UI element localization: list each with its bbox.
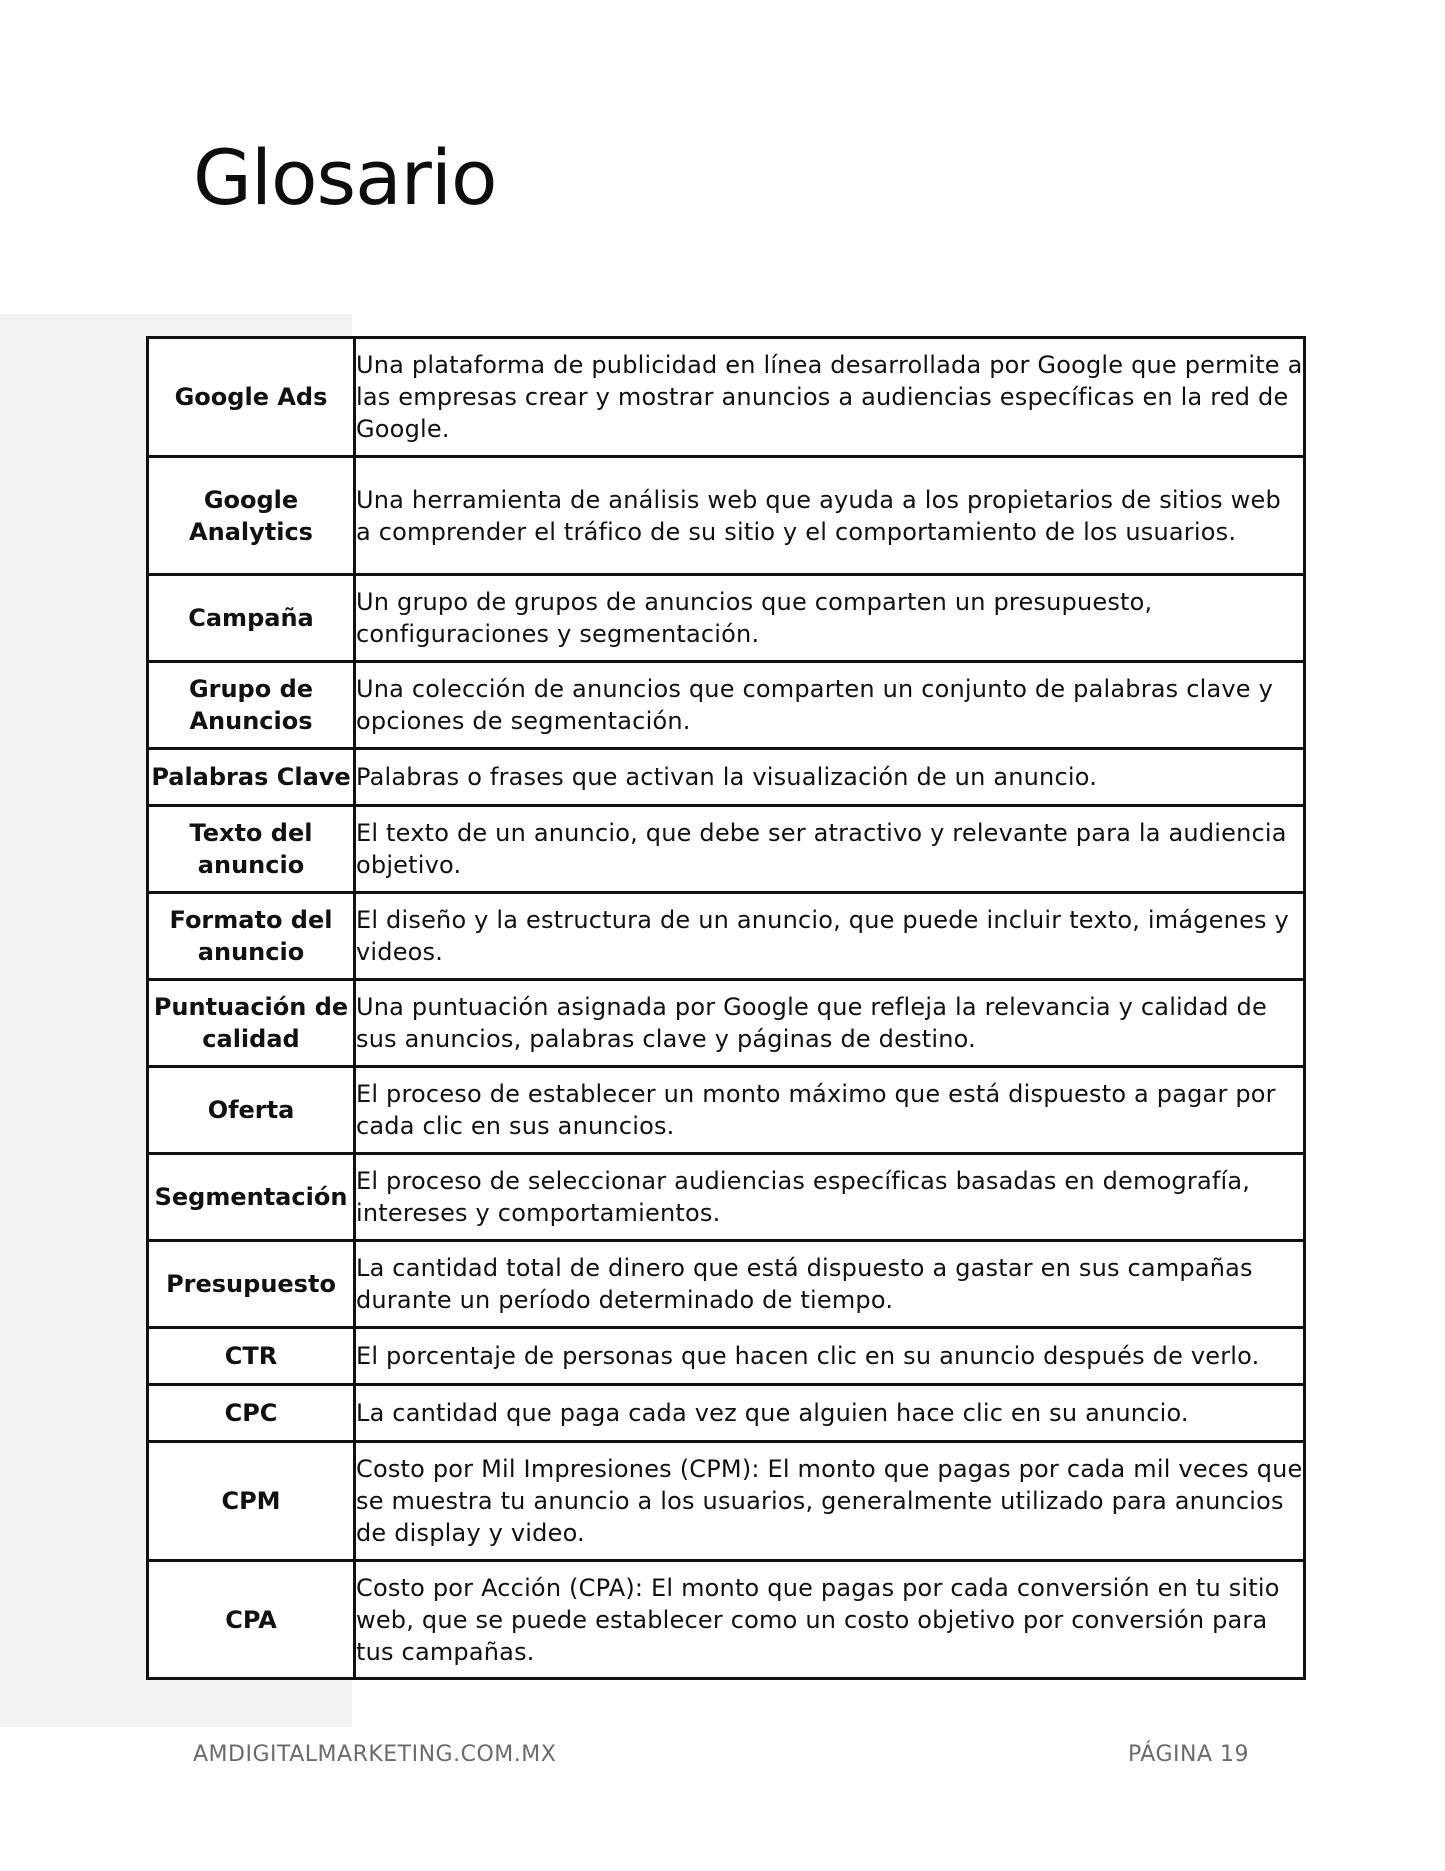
glossary-term: Oferta [148, 1067, 355, 1154]
table-row [148, 980, 1305, 1067]
glossary-definition: Un grupo de grupos de anuncios que comparten un presupuesto, configuraciones y segmentación. [355, 575, 1305, 662]
glossary-term: CPM [148, 1442, 355, 1561]
glossary-term: Campaña [148, 575, 355, 662]
footer-website: AMDIGITALMARKETING.COM.MX [193, 1742, 557, 1767]
table-row [148, 1154, 1305, 1241]
glossary-term: Formato del anuncio [148, 893, 355, 980]
glossary-definition: El porcentaje de personas que hacen clic en su anuncio después de verlo. [355, 1328, 1305, 1385]
glossary-definition: Una puntuación asignada por Google que refleja la relevancia y calidad de sus anuncios, palabras clave y páginas de destino. [355, 980, 1305, 1067]
table-row [148, 1241, 1305, 1328]
glossary-term: CPA [148, 1561, 355, 1679]
glossary-term: Google Analytics [148, 457, 355, 575]
glossary-term: Segmentación [148, 1154, 355, 1241]
table-row [148, 749, 1305, 806]
glossary-term: Texto del anuncio [148, 806, 355, 893]
glossary-definition: El diseño y la estructura de un anuncio, que puede incluir texto, imágenes y videos. [355, 893, 1305, 980]
glossary-definition: La cantidad total de dinero que está dispuesto a gastar en sus campañas durante un período determinado de tiempo. [355, 1241, 1305, 1328]
glossary-definition: Una colección de anuncios que comparten un conjunto de palabras clave y opciones de segmentación. [355, 662, 1305, 749]
glossary-definition: La cantidad que paga cada vez que alguien hace clic en su anuncio. [355, 1385, 1305, 1442]
table-row [148, 575, 1305, 662]
table-row [148, 1067, 1305, 1154]
table-row [148, 1561, 1305, 1679]
glossary-definition: El texto de un anuncio, que debe ser atractivo y relevante para la audiencia objetivo. [355, 806, 1305, 893]
table-row [148, 1328, 1305, 1385]
glossary-definition: Una herramienta de análisis web que ayuda a los propietarios de sitios web a comprender el tráfico de su sitio y el comportamiento de los usuarios. [355, 457, 1305, 575]
glossary-definition: Costo por Acción (CPA): El monto que pagas por cada conversión en tu sitio web, que se puede establecer como un costo objetivo por conversión para tus campañas. [355, 1561, 1305, 1679]
glossary-definition: El proceso de seleccionar audiencias específicas basadas en demografía, intereses y comportamientos. [355, 1154, 1305, 1241]
glossary-table [146, 336, 1306, 1680]
table-row [148, 1385, 1305, 1442]
glossary-term: Puntuación de calidad [148, 980, 355, 1067]
glossary-term: Google Ads [148, 338, 355, 457]
table-row [148, 338, 1305, 457]
table-row [148, 806, 1305, 893]
table-row [148, 662, 1305, 749]
glossary-definition: Costo por Mil Impresiones (CPM): El monto que pagas por cada mil veces que se muestra tu anuncio a los usuarios, generalmente utilizado para anuncios de display y video. [355, 1442, 1305, 1561]
table-row [148, 893, 1305, 980]
table-row [148, 1442, 1305, 1561]
glossary-term: CTR [148, 1328, 355, 1385]
page-title: Glosario [193, 133, 497, 222]
table-row [148, 457, 1305, 575]
glossary-term: Palabras Clave [148, 749, 355, 806]
glossary-term: Presupuesto [148, 1241, 355, 1328]
glossary-term: CPC [148, 1385, 355, 1442]
footer-page-number: PÁGINA 19 [1127, 1742, 1249, 1767]
glossary-definition: El proceso de establecer un monto máximo que está dispuesto a pagar por cada clic en sus anuncios. [355, 1067, 1305, 1154]
glossary-term: Grupo de Anuncios [148, 662, 355, 749]
glossary-definition: Palabras o frases que activan la visualización de un anuncio. [355, 749, 1305, 806]
glossary-definition: Una plataforma de publicidad en línea desarrollada por Google que permite a las empresas crear y mostrar anuncios a audiencias específicas en la red de Google. [355, 338, 1305, 457]
